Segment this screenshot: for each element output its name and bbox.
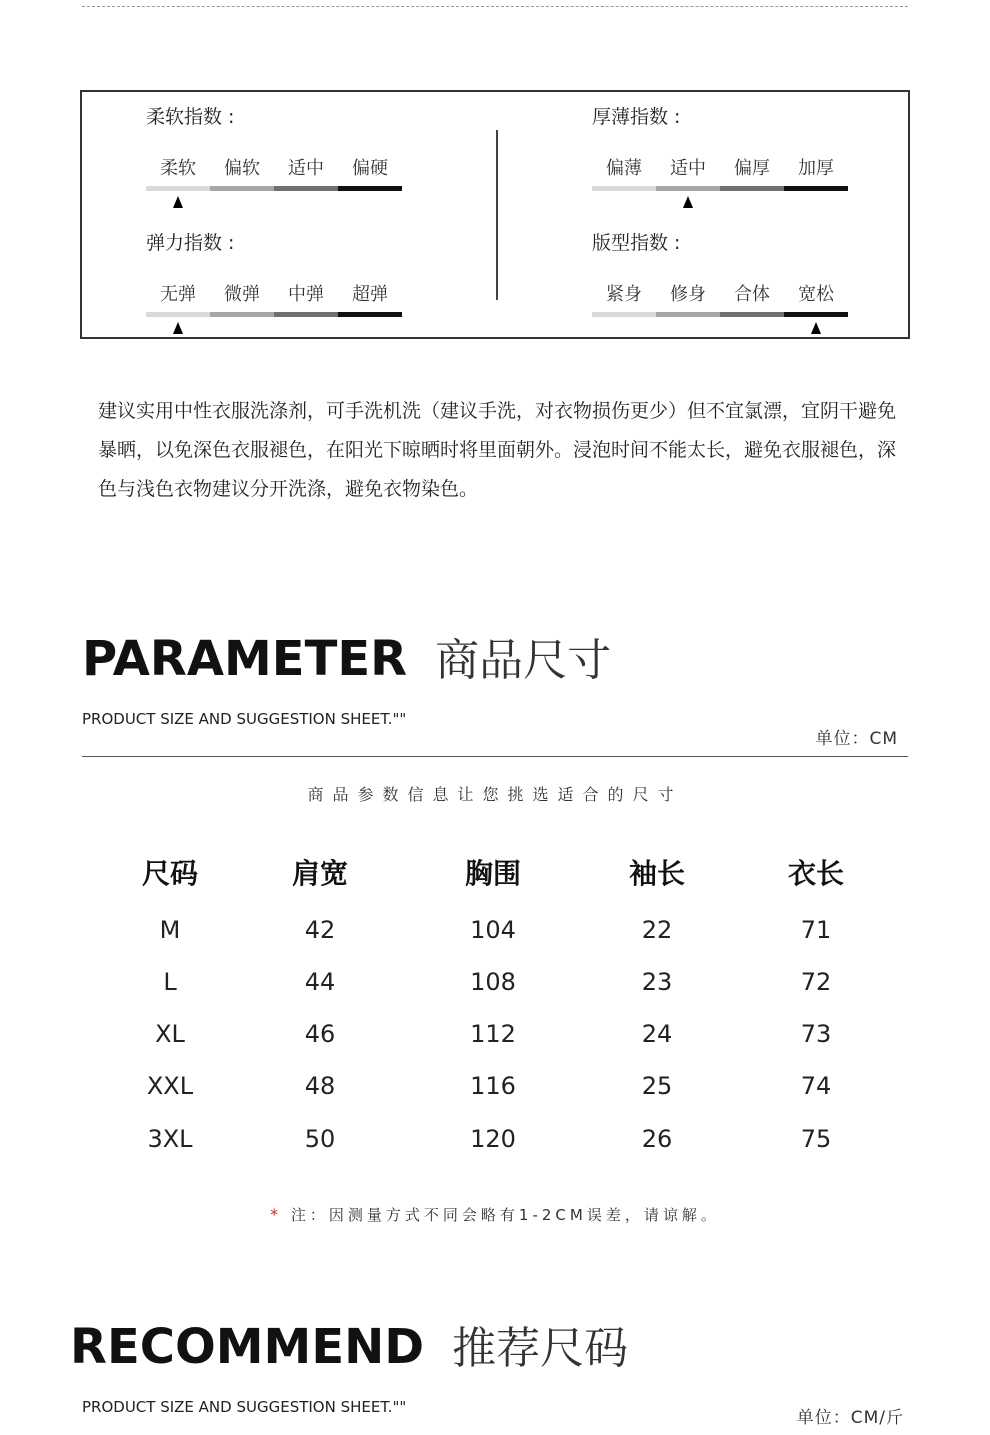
fit-scale-bar — [592, 312, 848, 317]
cell-sleeve: 24 — [641, 1020, 673, 1048]
recommend-title-cn: 推荐尺码 — [452, 1323, 629, 1374]
fit-index-title: 版型指数 : — [592, 232, 681, 254]
fit-label: 合体 — [734, 284, 770, 305]
table-row — [90, 968, 910, 1008]
elasticity-label: 无弹 — [160, 284, 196, 305]
top-dashed-divider — [82, 6, 908, 7]
cell-sleeve: 22 — [641, 916, 673, 944]
table-row — [90, 1020, 910, 1060]
cell-size: XXL — [146, 1072, 194, 1100]
recommend-heading — [70, 1312, 628, 1376]
softness-label: 柔软 — [160, 158, 196, 179]
elasticity-index-title: 弹力指数 : — [146, 232, 235, 254]
note-text: 注：因测量方式不同会略有1-2CM误差，请谅解。 — [290, 1206, 720, 1224]
softness-label: 偏硬 — [352, 158, 388, 179]
cell-size: 3XL — [147, 1125, 193, 1153]
table-row — [90, 1125, 910, 1165]
parameter-subtitle: PRODUCT SIZE AND SUGGESTION SHEET."" — [82, 710, 407, 728]
cell-sleeve: 25 — [641, 1072, 673, 1100]
table-row — [90, 916, 910, 956]
fit-label: 宽松 — [798, 284, 834, 305]
cell-sleeve: 26 — [641, 1125, 673, 1153]
cell-shoulder: 46 — [304, 1020, 336, 1048]
header-shoulder: 肩宽 — [291, 857, 348, 890]
thickness-scale-bar — [592, 186, 848, 191]
cell-chest: 112 — [470, 1020, 516, 1048]
measurement-note — [82, 1204, 908, 1225]
softness-label: 偏软 — [224, 158, 260, 179]
note-asterisk: * — [270, 1205, 283, 1224]
cell-shoulder: 44 — [304, 968, 336, 996]
cell-chest: 116 — [470, 1072, 516, 1100]
thickness-label: 偏厚 — [734, 158, 770, 179]
size-table-header — [90, 852, 910, 892]
fit-label: 紧身 — [606, 284, 642, 305]
header-chest: 胸围 — [464, 857, 521, 890]
parameter-heading — [82, 624, 611, 688]
cell-length: 75 — [800, 1125, 832, 1153]
parameter-title-cn: 商品尺寸 — [435, 635, 612, 686]
thickness-label: 加厚 — [798, 158, 834, 179]
parameter-tagline: 商品参数信息让您挑选适合的尺寸 — [307, 785, 683, 804]
thickness-index-title: 厚薄指数 : — [592, 106, 681, 128]
cell-length: 71 — [800, 916, 832, 944]
elasticity-marker-icon — [173, 322, 183, 334]
elasticity-label: 中弹 — [288, 284, 324, 305]
fit-marker-icon — [811, 322, 821, 334]
cell-size: M — [159, 916, 181, 944]
recommend-unit: 单位：CM/斤 — [796, 1408, 904, 1428]
softness-marker-icon — [173, 196, 183, 208]
parameter-unit: 单位：CM — [815, 729, 898, 749]
cell-chest: 120 — [470, 1125, 516, 1153]
care-instructions: 建议实用中性衣服洗涤剂，可手洗机洗（建议手洗，对衣物损伤更少）但不宜氯漂，宜阴干避免暴晒，以免深色衣服褪色，在阳光下晾晒时将里面朝外。浸泡时间不能太长，避免衣服褪色，深色与浅色衣物建议分开洗涤，避免衣物染色。 — [98, 400, 897, 500]
header-length: 衣长 — [787, 857, 844, 890]
table-row — [90, 1072, 910, 1112]
thickness-label: 适中 — [670, 158, 706, 179]
cell-size: XL — [155, 1020, 185, 1048]
cell-length: 74 — [800, 1072, 832, 1100]
elasticity-scale-bar — [146, 312, 402, 317]
cell-sleeve: 23 — [641, 968, 673, 996]
softness-index-title: 柔软指数 : — [146, 106, 235, 128]
thickness-marker-icon — [683, 196, 693, 208]
cell-length: 72 — [800, 968, 832, 996]
cell-chest: 104 — [470, 916, 516, 944]
header-sleeve: 袖长 — [628, 857, 685, 890]
cell-size: L — [163, 968, 177, 996]
cell-shoulder: 42 — [304, 916, 336, 944]
fit-label: 修身 — [670, 284, 706, 305]
cell-shoulder: 48 — [304, 1072, 336, 1100]
elasticity-label: 超弹 — [352, 284, 388, 305]
parameter-divider — [82, 756, 908, 757]
cell-chest: 108 — [470, 968, 516, 996]
thickness-label: 偏薄 — [606, 158, 642, 179]
header-size: 尺码 — [141, 857, 198, 890]
elasticity-label: 微弹 — [224, 284, 260, 305]
cell-shoulder: 50 — [304, 1125, 336, 1153]
recommend-title-en: RECOMMEND — [70, 1319, 425, 1375]
panel-divider — [496, 130, 498, 300]
recommend-subtitle: PRODUCT SIZE AND SUGGESTION SHEET."" — [82, 1398, 407, 1416]
cell-length: 73 — [800, 1020, 832, 1048]
parameter-title-en: PARAMETER — [82, 631, 408, 687]
softness-label: 适中 — [288, 158, 324, 179]
softness-scale-bar — [146, 186, 402, 191]
fabric-index-panel — [80, 90, 910, 339]
